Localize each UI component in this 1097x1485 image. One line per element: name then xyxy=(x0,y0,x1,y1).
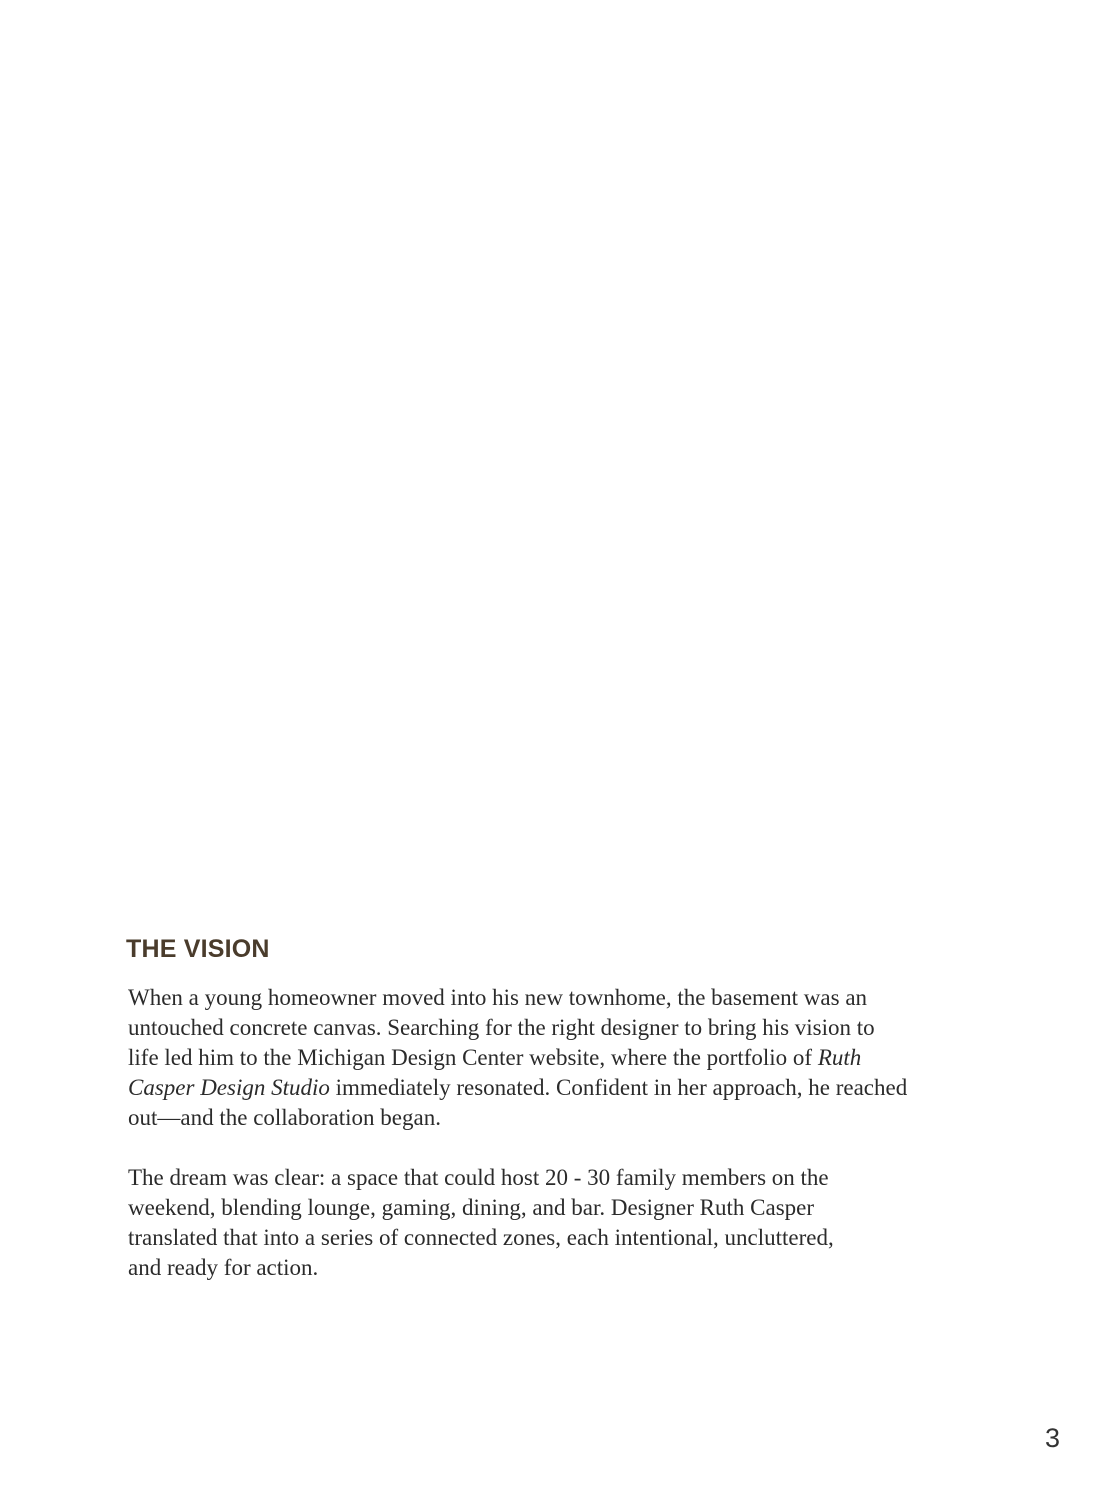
paragraph-dream xyxy=(128,1163,968,1283)
paragraph-line xyxy=(128,1013,968,1043)
page-number: 3 xyxy=(1044,1423,1060,1453)
text-run: life led him to the Michigan Design Center website, where the portfolio of xyxy=(128,1045,818,1070)
text-run: untouched concrete canvas. Searching for the right designer to bring his vision to xyxy=(128,1015,875,1040)
text-run: out—and the collaboration began. xyxy=(128,1105,441,1130)
text-run: weekend, blending lounge, gaming, dining, and bar. Designer Ruth Casper xyxy=(128,1195,815,1220)
paragraph-line xyxy=(128,1073,968,1103)
text-run: and ready for action. xyxy=(128,1255,319,1280)
paragraph-line xyxy=(128,1163,968,1193)
text-run: The dream was clear: a space that could host 20 - 30 family members on the xyxy=(128,1165,829,1190)
paragraph-line xyxy=(128,1043,968,1073)
text-run: immediately resonated. Confident in her approach, he reached xyxy=(329,1075,908,1100)
paragraph-line xyxy=(128,983,968,1013)
section-heading: THE VISION xyxy=(126,935,270,963)
studio-name-italic: Casper Design Studio xyxy=(128,1075,330,1100)
paragraph-line xyxy=(128,1103,968,1133)
studio-name-italic: Ruth xyxy=(817,1045,862,1070)
body-text xyxy=(128,983,968,1313)
paragraph-line xyxy=(128,1253,968,1283)
paragraph-line xyxy=(128,1193,968,1223)
paragraph-line xyxy=(128,1223,968,1253)
paragraph-intro xyxy=(128,983,968,1133)
text-run: translated that into a series of connected zones, each intentional, uncluttered, xyxy=(128,1225,834,1250)
text-run: When a young homeowner moved into his new townhome, the basement was an xyxy=(128,985,868,1010)
